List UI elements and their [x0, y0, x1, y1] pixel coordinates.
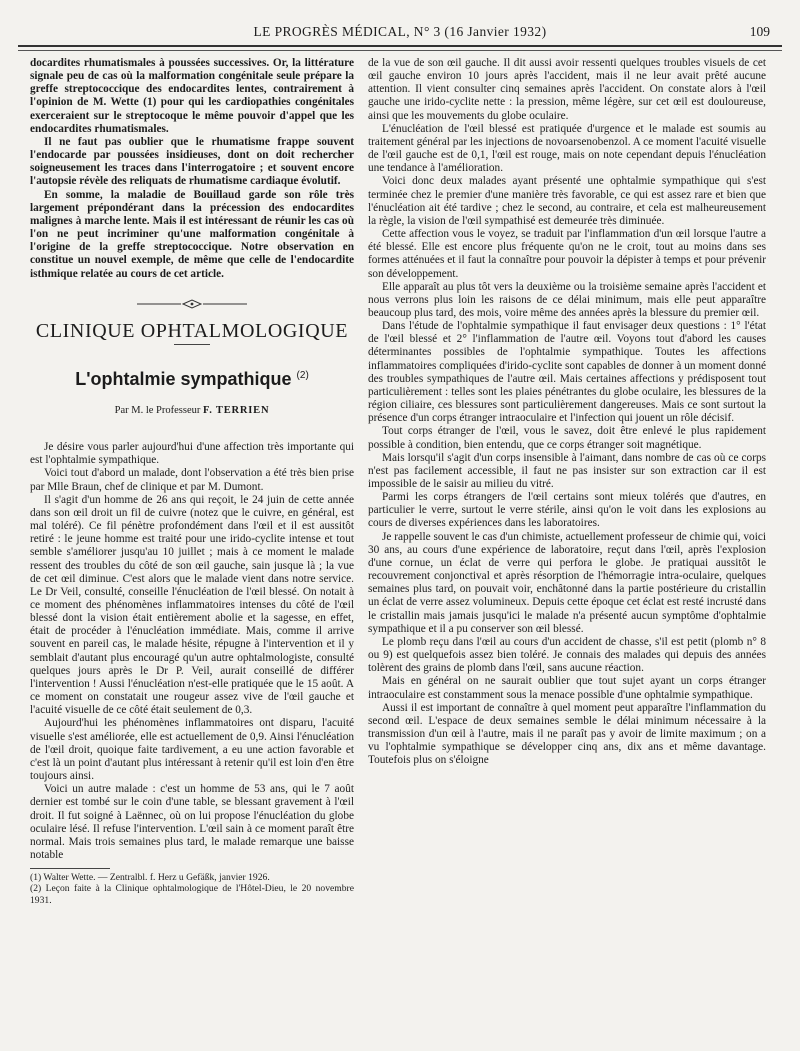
right-column — [368, 57, 766, 767]
paragraph: de la vue de son œil gauche. Il dit aussi avoir ressenti quelques troubles visuels de cet œil gauche environ 10 jours après l'accident, mais il ne leur avait prêté aucune attention. Il vient consulter cinq semaines après l'accident. On constate alors à l'œil gauche une irido-cyclite nette : la pression, même légère, sur cet œil est douloureuse, ainsi que les mouvements du globe oculaire. — [368, 57, 766, 122]
footnote: (1) Walter Wette. — Zentralbl. f. Herz u Gefäßk, janvier 1926. — [30, 872, 270, 884]
article-title-text: L'ophtalmie sympathique — [75, 368, 292, 389]
paragraph: docardites rhumatismales à poussées successives. Or, la littérature signale peu de cas où la malformation congénitale seule prépare la greffe streptococcique des endocardites lentes, contrairement à l'opinion de M. Wette (1) pour qui les cardiopathies congénitales exerceraient sur le streptocoque le même pouvoir d'appel que les endocardites rhumatismales. — [30, 57, 354, 135]
byline-prefix: Par M. le Professeur — [114, 404, 201, 416]
byline — [30, 404, 354, 417]
footnote-rule — [30, 868, 110, 869]
paragraph: L'énucléation de l'œil blessé est pratiquée d'urgence et le malade est soumis au traitement général par les injections de novoarsenobenzol. A ce moment l'acuité visuelle de l'œil gauche est de 0,1, l'œil est rouge, mais on note cependant depuis l'énucléation une tendance à l'amélioration. — [368, 122, 766, 175]
paragraph: En somme, la maladie de Bouillaud garde son rôle très largement prépondérant dans la précession des endocardites malignes à marche lente. Mais il est intéressant de réunir les cas où l'on ne peut incriminer qu'une malformation congénitale à l'origine de la greffe streptococcique. Notre observation en constitue un nouvel exemple, de même que celle de l'endocardite isthmique relatée au cours de cet article. — [30, 188, 354, 280]
paragraph: Cette affection vous le voyez, se traduit par l'inflammation d'un œil lorsque l'autre a été blessé. Elle est encore plus fréquente qu'on ne le croit, tout au moins dans ses formes atténuées et il faut la connaître pour pouvoir la dépister à temps et pour prévenir son développement. — [368, 228, 766, 280]
paragraph: Je désire vous parler aujourd'hui d'une affection très importante qui est l'ophtalmie sympathique. — [30, 441, 354, 467]
paragraph: Parmi les corps étrangers de l'œil certains sont mieux tolérés que d'autres, en particulier le verre, surtout le verre stérile, ainsi qu'on le voit dans les explosions au cours de diverses expériences dans les laboratoires. — [368, 491, 766, 530]
paragraph: Aujourd'hui les phénomènes inflammatoires ont disparu, l'acuité visuelle s'est améliorée, elle est actuellement de 0,9. Ainsi l'énucléation de l'œil droit, quoique faite tardivement, a eu une action favorable et c'est là un point d'autant plus intéressant à retenir qu'il est loin d'en être toujours ainsi. — [30, 717, 354, 783]
section-rule — [174, 344, 210, 345]
paragraph: Le plomb reçu dans l'œil au cours d'un accident de chasse, s'il est petit (plomb n° 8 ou 9) est quelquefois assez bien toléré. Je connais des malades qui depuis des années tolèrent des grains de plomb dans l'œil, sans aucune réaction. — [368, 635, 766, 675]
footnote: (2) Leçon faite à la Clinique ophtalmologique de l'Hôtel-Dieu, le 20 novembre 1931. — [30, 883, 354, 906]
paragraph: Dans l'étude de l'ophtalmie sympathique il faut envisager deux questions : 1° l'état de l'œil blessé et 2° l'inflammation de l'autre œil. Voyons tout d'abord les causes déterminantes possibles de l'ophtalmie sympathique. Toutes les affections inflammatoires compliquées d'irido-cyclite sont capables de donner à un moment donné des troubles sympathiques de l'autre œil. Mais certaines affections y prédisposent tout particulièrement : telles sont les plaies pénétrantes du globe oculaire, les blessures de la région ciliaire, ces blessures sont particulièrement dangereuses. Mais ce sont surtout la présence d'un corps étranger intraoculaire et l'infection qui jouent un rôle décisif. — [368, 320, 766, 425]
paragraph: Aussi il est important de connaître à quel moment peut apparaître l'inflammation du second œil. L'espace de deux semaines semble le délai minimum nécessaire à la transmission d'un œil à l'autre, mais il ne paraît pas y avoir de limite maximum ; on a vu l'ophtalmie sympathique se développer cinq ans, dix ans et même davantage. Toutefois plus on s'éloigne — [368, 701, 766, 767]
paragraph: Mais lorsqu'il s'agit d'un corps insensible à l'aimant, dans nombre de cas où ce corps n'est pas facilement accessible, il faut ne pas insister sur son extraction car il est impossible de le saisir au milieu du vitré. — [368, 451, 766, 490]
article-title-note: (2) — [296, 369, 309, 381]
section-title: CLINIQUE OPHTALMOLOGIQUE — [35, 319, 349, 342]
byline-author: F. TERRIEN — [203, 404, 270, 416]
paragraph: Mais en général on ne saurait oublier que tout sujet ayant un corps étranger intraoculaire est constamment sous la menace possible d'une ophtalmie sympathique. — [368, 675, 766, 701]
paragraph: Il s'agit d'un homme de 26 ans qui reçoit, le 24 juin de cette année dans son œil droit un fil de cuivre (notez que le cuivre, en général, est mal toléré). Ce fil pénètre profondément dans l'œil et il est aussitôt retiré : le jeune homme est traité pour une irido-cyclite intense et tout semble s'améliorer jusqu'au 10 juillet ; mais à ce moment le malade ressent des troubles du côté de son œil gauche, sain jusque là ; la vue de cet œil diminue. C'est alors que le malade vient dans notre service. Le Dr Veil, consulté, conseille l'énucléation de l'œil blessé. On notait à ce moment des phénomènes inflammatoires intenses du côté de l'œil blessé dont la vision était entièrement abolie et la sagesse, en effet, était de procéder à l'énucléation immédiate. Mais, comme il arrive souvent en pareil cas, le malade hésite, répugne à l'intervention et il y semblait d'autant plus encouragé qu'un autre ophtalmologiste, consulté quelques jours après le Dr P. Veil, aurait conseillé de différer l'intervention ! Aussi l'énucléation n'est-elle pratiquée que le 15 août. A ce moment on constatait une rougeur assez vive de l'œil gauche et l'acuité visuelle de ce côté était seulement de 0,3. — [30, 493, 354, 717]
paragraph: Tout corps étranger de l'œil, vous le savez, doit être enlevé le plus rapidement possible à condition, bien entendu, que ce corps étranger soit magnétique. — [368, 425, 766, 451]
paragraph: Je rappelle souvent le cas d'un chimiste, actuellement professeur de chimie qui, voici 30 ans, au cours d'une expérience de laboratoire, reçut dans l'œil, après l'explosion d'une cornue, un éclat de verre qui perfora le globe. Je pratiquai aussitôt le recouvrement conjonctival et après résorption de l'hémorragie intra-oculaire, quelques semaines plus tard, on pouvait voir, enchâtonné dans la partie postérieure du cristallin un éclat de verre assez volumineux. Depuis cette époque cet éclat est resté incrusté dans le cristallin mais jamais jusqu'ici le malade n'a présenté aucun symptôme d'ophtalmie sympathique et il a pu conserver son œil blessé. — [368, 530, 766, 635]
article-title — [30, 368, 354, 389]
header-rule — [18, 45, 782, 51]
paragraph: Elle apparaît au plus tôt vers la deuxième ou la troisième semaine après l'accident et nous verrons plus loin les raisons de ce délai minimum, mais elle peut apparaître beaucoup plus tard, des mois, voire même des années après la blessure du premier œil. — [368, 280, 766, 319]
left-column — [30, 57, 354, 906]
paragraph: Il ne faut pas oublier que le rhumatisme frappe souvent l'endocarde par poussées insidieuses, dont on doit rechercher soigneusement les traces dans l'interrogatoire ; et souvent encore l'autopsie révèle des reliquats de rhumatisme cardiaque évolutif. — [30, 135, 354, 188]
page-number: 109 — [749, 24, 770, 39]
paragraph: Voici un autre malade : c'est un homme de 53 ans, qui le 7 août dernier est tombé sur le coin d'une table, se blessant gravement à l'œil droit. Il fut soigné à Laënnec, où on lui propose l'énucléation du globe oculaire lésé. Il refuse l'intervention. L'œil sain à ce moment paraît être normal. Mais trois semaines plus tard, le malade remarque une baisse notable — [30, 783, 354, 861]
paragraph: Voici tout d'abord un malade, dont l'observation a été très bien prise par Mlle Braun, chef de clinique et par M. Dumont. — [30, 467, 354, 493]
paragraph: Voici donc deux malades ayant présenté une ophtalmie sympathique qui s'est terminée chez le premier d'une manière très favorable, ce qui est assez rare et bien que l'énucléation ait été tardive ; chez le second, au contraire, et cela est malheureusement la règle, la vision de l'œil sympathisé est demeurée très diminuée. — [368, 175, 766, 227]
running-head: LE PROGRÈS MÉDICAL, N° 3 (16 Janvier 1932) — [253, 24, 547, 39]
ornament-divider — [30, 299, 354, 309]
